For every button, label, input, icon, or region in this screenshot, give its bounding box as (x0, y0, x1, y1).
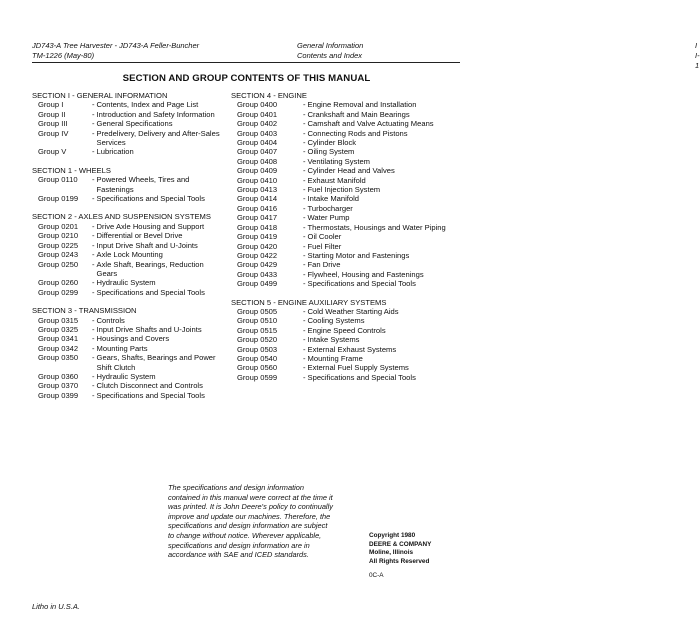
separator-dash: - (92, 324, 95, 334)
group-number: Group 0499 (237, 279, 278, 289)
group-number: Group III (38, 119, 68, 129)
group-entry (231, 251, 463, 260)
group-title: Cold Weather Starting Aids (307, 306, 399, 316)
separator-dash: - (92, 221, 95, 231)
group-entry (32, 353, 222, 372)
section-heading: SECTION 1 - WHEELS (32, 165, 111, 175)
separator-dash: - (303, 363, 306, 373)
group-entry (231, 232, 463, 241)
group-title: Intake Systems (307, 335, 360, 345)
section-block (231, 91, 463, 289)
group-number: Group 0299 (38, 287, 79, 297)
group-number: Group V (38, 147, 67, 157)
group-title: Drive Axle Housing and Support (96, 221, 205, 231)
separator-dash: - (303, 203, 306, 213)
group-number: Group 0407 (237, 147, 278, 157)
group-title: Clutch Disconnect and Controls (96, 381, 203, 391)
group-entry (32, 260, 222, 279)
group-entry (32, 278, 222, 287)
group-title: Fuel Filter (307, 241, 342, 251)
section-block (32, 212, 222, 297)
group-title: Crankshaft and Main Bearings (307, 109, 410, 119)
group-number: Group 0250 (38, 259, 79, 269)
group-title: Input Drive Shafts and U-Joints (96, 324, 202, 334)
group-entry (32, 194, 222, 203)
separator-dash: - (92, 343, 95, 353)
header-rule (32, 62, 460, 63)
group-number: Group 0401 (237, 109, 278, 119)
group-number: Group 0370 (38, 381, 79, 391)
group-entry (32, 372, 222, 381)
group-entry (231, 279, 463, 288)
group-entry (231, 129, 463, 138)
separator-dash: - (303, 138, 306, 148)
group-number: Group 0341 (38, 334, 79, 344)
group-number: Group 0260 (38, 278, 79, 288)
separator-dash: - (303, 241, 306, 251)
separator-dash: - (303, 109, 306, 119)
separator-dash: - (92, 381, 95, 391)
group-title: Specifications and Special Tools (96, 390, 205, 400)
group-entry (32, 175, 222, 194)
copyright-year: Copyright 1980 (369, 532, 416, 539)
group-number: Group 0201 (38, 221, 79, 231)
group-number: Group I (38, 100, 64, 110)
separator-dash: - (303, 147, 306, 157)
group-title: Housings and Covers (96, 334, 170, 344)
group-title: Axle Lock Mounting (96, 250, 163, 260)
separator-dash: - (303, 175, 306, 185)
group-number: Group 0420 (237, 241, 278, 251)
group-entry (32, 147, 222, 156)
copyright-rights: All Rights Reserved (369, 557, 430, 565)
section-heading: SECTION 4 - ENGINE (231, 91, 307, 100)
separator-dash: - (303, 316, 306, 326)
group-title: External Exhaust Systems (307, 344, 397, 354)
group-number: Group 0422 (237, 250, 278, 260)
separator-dash: - (92, 390, 95, 400)
group-entry (231, 345, 463, 354)
group-number: Group 0433 (237, 269, 278, 279)
separator-dash: - (303, 156, 306, 166)
right-column (231, 91, 463, 382)
group-number: Group 0505 (237, 306, 278, 316)
group-title: Ventilating System (307, 156, 371, 166)
group-number: Group 0410 (237, 175, 278, 185)
group-number: Group 0403 (237, 128, 278, 138)
group-entry (32, 231, 222, 240)
separator-dash: - (303, 166, 306, 176)
group-title: External Fuel Supply Systems (307, 363, 409, 373)
group-entry (231, 157, 463, 166)
group-entry (231, 194, 463, 203)
group-number: Group 0325 (38, 324, 79, 334)
group-title: Specifications and Special Tools (96, 287, 205, 297)
separator-dash: - (92, 109, 95, 119)
group-entry (231, 223, 463, 232)
group-entry (231, 147, 463, 156)
group-number: Group 0199 (38, 194, 79, 204)
group-entry (32, 241, 222, 250)
separator-dash: - (92, 128, 95, 138)
group-number: Group 0418 (237, 222, 278, 232)
group-entry (231, 270, 463, 279)
header-left (32, 41, 199, 61)
group-entry (32, 381, 222, 390)
group-entry (32, 110, 222, 119)
group-entry (231, 354, 463, 363)
group-title: Fan Drive (307, 260, 341, 270)
separator-dash: - (303, 372, 306, 382)
separator-dash: - (92, 175, 95, 185)
group-title: Starting Motor and Fastenings (307, 250, 410, 260)
group-title: Introduction and Safety Information (96, 109, 215, 119)
separator-dash: - (92, 259, 95, 269)
group-title: Input Drive Shaft and U-Joints (96, 240, 198, 250)
manual-title: JD743-A Tree Harvester - JD743-A Feller-Buncher (32, 41, 200, 50)
group-title: Hydraulic System (96, 278, 156, 288)
copyright-code: 0C-A (369, 572, 384, 580)
copyright-location: Moline, Illinois (369, 549, 414, 557)
group-title: Connecting Rods and Pistons (307, 128, 408, 138)
group-title: Thermostats, Housings and Water Piping (307, 222, 446, 232)
separator-dash: - (92, 287, 95, 297)
group-number: Group IV (38, 128, 69, 138)
group-title: Specifications and Special Tools (96, 194, 205, 204)
header-right (297, 41, 700, 70)
section-heading: SECTION 5 - ENGINE AUXILIARY SYSTEMS (231, 297, 387, 307)
group-number: Group 0429 (237, 260, 278, 270)
page-number: I-1 (695, 51, 700, 70)
group-number: Group 0400 (237, 100, 278, 110)
group-title: Gears, Shafts, Bearings and Power Shift Clutch (96, 353, 216, 372)
group-number: Group 0414 (237, 194, 278, 204)
group-entry (32, 129, 222, 148)
separator-dash: - (303, 250, 306, 260)
group-entry (231, 100, 463, 109)
section-name: General Information I (297, 41, 698, 50)
group-title: Camshaft and Valve Actuating Means (307, 119, 434, 129)
group-entry (32, 391, 222, 400)
group-title: Engine Speed Controls (307, 325, 386, 335)
group-entry (231, 242, 463, 251)
separator-dash: - (92, 100, 95, 110)
group-title: Engine Removal and Installation (307, 100, 417, 110)
separator-dash: - (303, 335, 306, 345)
group-number: Group 0243 (38, 250, 79, 260)
separator-dash: - (303, 279, 306, 289)
copyright-company: DEERE & COMPANY (369, 540, 432, 548)
separator-dash: - (92, 240, 95, 250)
group-number: Group 0540 (237, 353, 278, 363)
group-title: Oil Cooler (307, 232, 342, 242)
separator-dash: - (92, 371, 95, 381)
group-entry (32, 325, 222, 334)
separator-dash: - (303, 325, 306, 335)
group-title: Fuel Injection System (307, 185, 381, 195)
group-entry (231, 260, 463, 269)
separator-dash: - (303, 269, 306, 279)
group-number: Group 0315 (38, 315, 79, 325)
separator-dash: - (303, 100, 306, 110)
manual-number: TM-1226 (May-80) (32, 51, 95, 60)
section-block (231, 298, 463, 383)
group-title: Water Pump (307, 213, 350, 223)
separator-dash: - (303, 232, 306, 242)
group-number: Group 0402 (237, 119, 278, 129)
group-title: Cooling Systems (307, 316, 365, 326)
group-number: Group 0416 (237, 203, 278, 213)
group-entry (231, 176, 463, 185)
group-entry (32, 344, 222, 353)
group-entry (231, 373, 463, 382)
group-number: Group 0413 (237, 185, 278, 195)
section-block (32, 91, 222, 157)
group-entry (32, 316, 222, 325)
group-title: Cylinder Block (307, 138, 357, 148)
group-entry (231, 307, 463, 316)
group-number: Group 0417 (237, 213, 278, 223)
group-entry (32, 222, 222, 231)
group-number: Group II (38, 109, 66, 119)
separator-dash: - (303, 222, 306, 232)
group-title: General Specifications (96, 119, 173, 129)
group-title: Mounting Frame (307, 353, 363, 363)
separator-dash: - (92, 147, 95, 157)
group-title: Axle Shaft, Bearings, Reduction Gears (96, 259, 204, 278)
group-title: Controls (96, 315, 125, 325)
group-entry (32, 288, 222, 297)
footer-litho: Litho in U.S.A. (32, 602, 80, 611)
group-number: Group 0510 (237, 316, 278, 326)
separator-dash: - (92, 231, 95, 241)
group-number: Group 0210 (38, 231, 79, 241)
group-number: Group 0404 (237, 138, 278, 148)
separator-dash: - (303, 353, 306, 363)
group-entry (231, 363, 463, 372)
separator-dash: - (92, 353, 95, 363)
section-heading: SECTION 2 - AXLES AND SUSPENSION SYSTEMS (32, 212, 211, 222)
group-entry (32, 334, 222, 343)
group-entry (32, 119, 222, 128)
group-title: Mounting Parts (96, 343, 148, 353)
section-heading: SECTION I - GENERAL INFORMATION (32, 91, 168, 100)
group-title: Hydraulic System (96, 371, 156, 381)
group-title: Turbocharger (307, 203, 353, 213)
group-title: Specifications and Special Tools (307, 372, 416, 382)
separator-dash: - (92, 194, 95, 204)
separator-dash: - (303, 213, 306, 223)
separator-dash: - (303, 194, 306, 204)
group-number: Group 0560 (237, 363, 278, 373)
left-column (32, 91, 222, 400)
group-title: Specifications and Special Tools (307, 279, 416, 289)
group-title: Lubrication (96, 147, 134, 157)
separator-dash: - (303, 306, 306, 316)
group-entry (231, 213, 463, 222)
group-number: Group 0110 (38, 175, 78, 185)
section-heading: SECTION 3 - TRANSMISSION (32, 306, 137, 316)
separator-dash: - (303, 119, 306, 129)
group-number: Group 0408 (237, 156, 278, 166)
group-number: Group 0599 (237, 372, 278, 382)
group-title: Flywheel, Housing and Fastenings (307, 269, 424, 279)
group-title: Contents, Index and Page List (96, 100, 199, 110)
group-entry (231, 335, 463, 344)
group-entry (32, 100, 222, 109)
group-title: Intake Manifold (307, 194, 360, 204)
section-number: I (695, 41, 698, 50)
group-title: Exhaust Manifold (307, 175, 366, 185)
separator-dash: - (92, 278, 95, 288)
separator-dash: - (92, 119, 95, 129)
separator-dash: - (303, 128, 306, 138)
group-entry (32, 250, 222, 259)
group-entry (231, 185, 463, 194)
group-number: Group 0360 (38, 371, 79, 381)
group-title: Cylinder Head and Valves (307, 166, 395, 176)
page-title: SECTION AND GROUP CONTENTS OF THIS MANUAL (122, 73, 371, 84)
separator-dash: - (303, 185, 306, 195)
group-entry (231, 326, 463, 335)
section-block (32, 306, 222, 400)
group-entry (231, 138, 463, 147)
group-title: Differential or Bevel Drive (96, 231, 183, 241)
separator-dash: - (92, 250, 95, 260)
group-number: Group 0399 (38, 390, 79, 400)
separator-dash: - (303, 260, 306, 270)
separator-dash: - (92, 334, 95, 344)
group-number: Group 0409 (237, 166, 278, 176)
group-number: Group 0503 (237, 344, 278, 354)
disclaimer-note: The specifications and design information contained in this manual were correct at the time it was printed. It is John Deere's policy to continually improve and update our machines. Therefore, the specifications and design information are subject to change without notice. Wherever applicable, specifications and design information are in accordance with SAE and ICED standards. (168, 483, 333, 560)
group-entry (231, 119, 463, 128)
group-number: Group 0225 (38, 240, 79, 250)
section-block (32, 166, 222, 204)
group-entry (231, 204, 463, 213)
separator-dash: - (303, 344, 306, 354)
group-entry (231, 110, 463, 119)
group-number: Group 0515 (237, 325, 278, 335)
group-number: Group 0520 (237, 335, 278, 345)
group-number: Group 0342 (38, 343, 79, 353)
group-title: Predelivery, Delivery and After-Sales Services (96, 128, 220, 148)
page-subject: Contents and Index I-1 (297, 51, 700, 70)
group-entry (231, 166, 463, 175)
group-title: Powered Wheels, Tires and Fastenings (96, 175, 190, 194)
separator-dash: - (92, 315, 95, 325)
group-number: Group 0350 (38, 353, 79, 363)
group-number: Group 0419 (237, 232, 278, 242)
group-entry (231, 316, 463, 325)
copyright-block (369, 532, 431, 581)
group-title: Oiling System (307, 147, 355, 157)
